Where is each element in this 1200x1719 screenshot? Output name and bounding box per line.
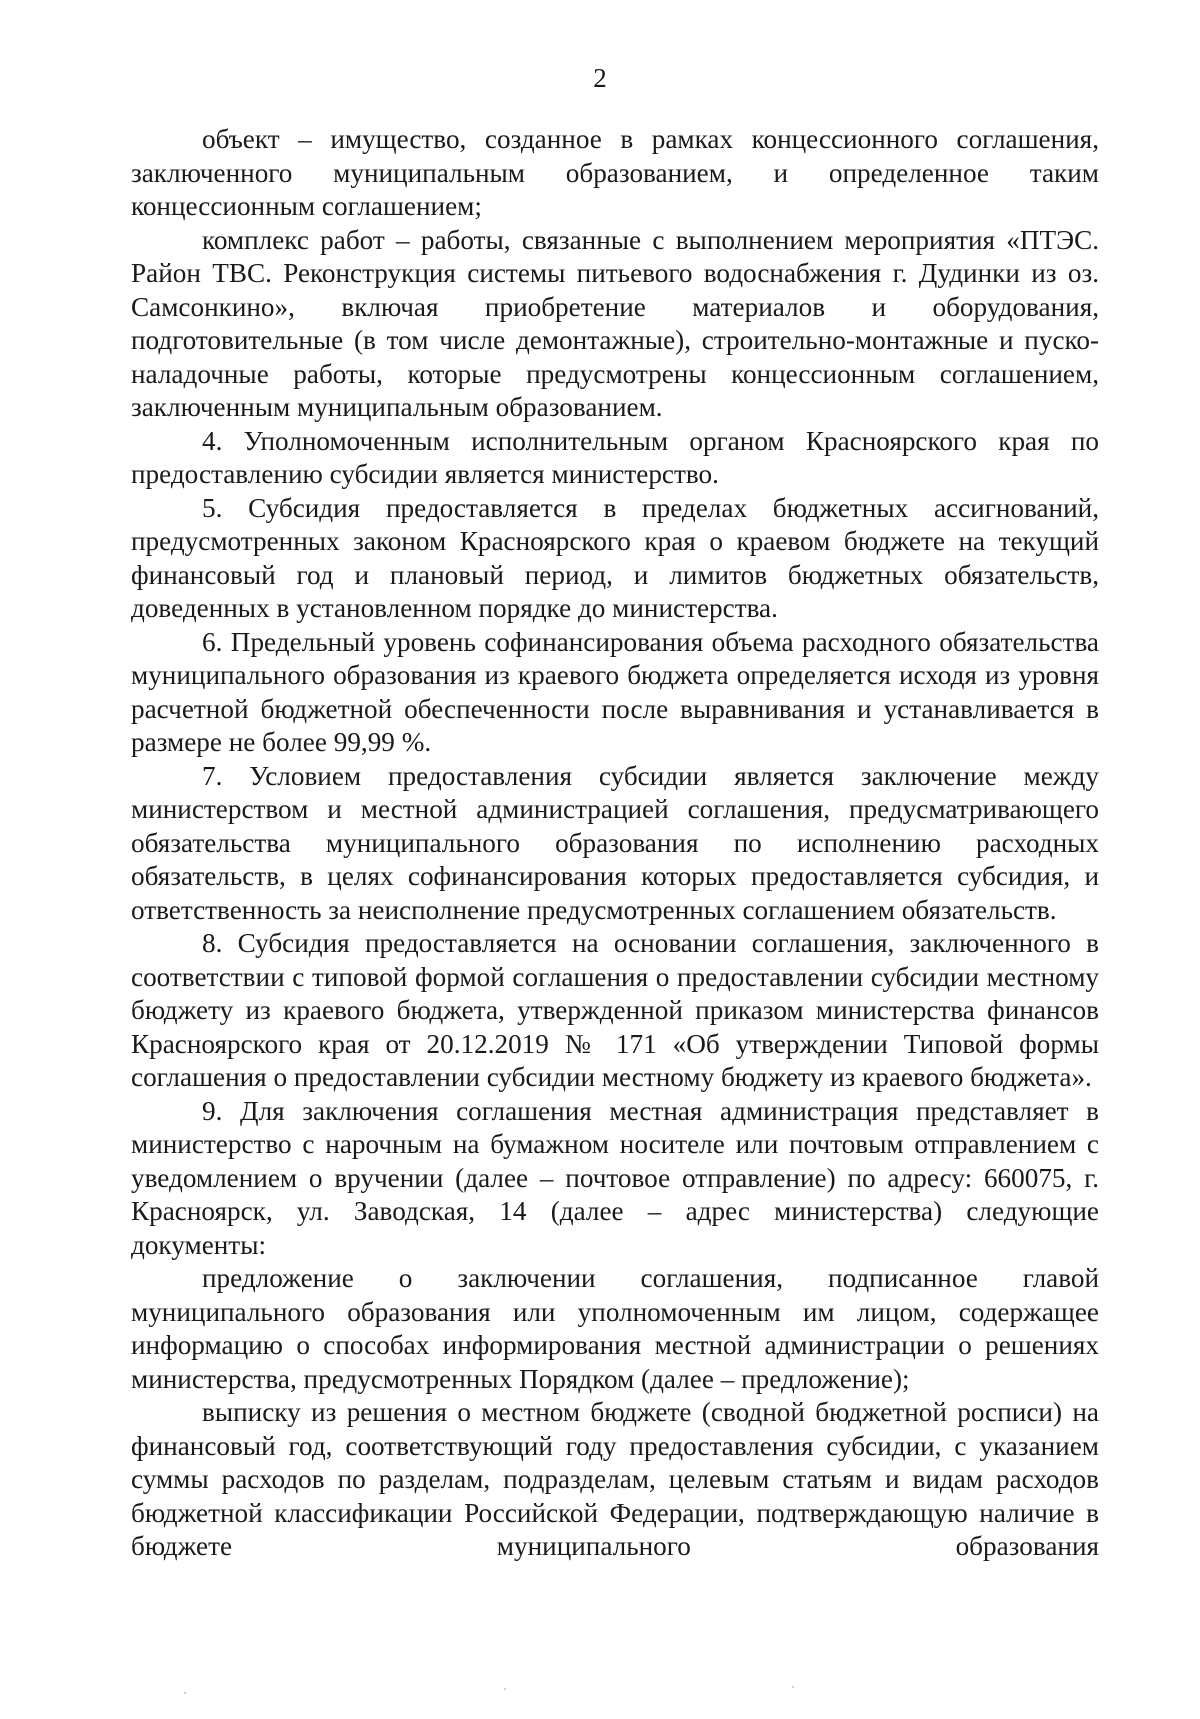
document-body xyxy=(131,123,1099,1564)
paragraph-item-9: 9. Для заключения соглашения местная администрация представляет в министерство с нарочным на бумажном носителе или почтовым отправлением с уведомлением о вручении (далее – почтовое отправление) по адресу: 660075, г. Красноярск, ул. Заводская, 14 (далее – адрес министерства) следующие документы: xyxy=(131,1095,1099,1260)
page-number: 2 xyxy=(593,63,607,93)
paragraph-item-5: 5. Субсидия предоставляется в пределах бюджетных ассигнований, предусмотренных законом Красноярского края о краевом бюджете на текущий финансовый год и плановый период, и лимитов бюджетных обязательств, доведенных в установленном порядке до министерства. xyxy=(131,492,1099,623)
scan-speck xyxy=(504,1688,506,1690)
paragraph-works-definition: комплекс работ – работы, связанные с выполнением мероприятия «ПТЭС. Район ТВС. Реконструкция системы питьевого водоснабжения г. Дудинки из оз. Самсонкино», включая приобретение материалов и оборудования, подготовительные (в том числе демонтажные), строительно-монтажные и пуско-наладочные работы, которые предусмотрены концессионным соглашением, заключенным муниципальным образованием. xyxy=(131,224,1099,422)
paragraph-item-4: 4. Уполномоченным исполнительным органом Красноярского края по предоставлению субсидии является министерство. xyxy=(131,425,1099,489)
paragraph-proposal-document: предложение о заключении соглашения, подписанное главой муниципального образования или уполномоченным им лицом, содержащее информацию о способах информирования местной администрации о решениях министерства, предусмотренных Порядком (далее – предложение); xyxy=(131,1263,1099,1394)
scan-speck xyxy=(792,1686,794,1688)
paragraph-item-8: 8. Субсидия предоставляется на основании соглашения, заключенного в соответствии с типовой формой соглашения о предоставлении субсидии местному бюджету из краевого бюджета, утвержденной приказом министерства финансов Красноярского края от 20.12.2019 № 171 «Об утверждении Типовой формы соглашения о предоставлении субсидии местному бюджету из краевого бюджета». xyxy=(131,928,1099,1092)
paragraph-object-definition: объект – имущество, созданное в рамках концессионного соглашения, заключенного муниципальным образованием, и определенное таким концессионным соглашением; xyxy=(131,124,1099,221)
paragraph-item-7: 7. Условием предоставления субсидии является заключение между министерством и местной администрацией соглашения, предусматривающего обязательства муниципального образования по исполнению расходных обязательств, в целях софинансирования которых предоставляется субсидия, и ответственность за неисполнение предусмотренных соглашением обязательств. xyxy=(131,760,1099,925)
paragraph-budget-extract-document: выписку из решения о местном бюджете (сводной бюджетной росписи) на финансовый год, соответствующий году предоставления субсидии, с указанием суммы расходов по разделам, подразделам, целевым статьям и видам расходов бюджетной классификации Российской Федерации, подтверждающую наличие в бюджете муниципального образования xyxy=(131,1397,1099,1561)
scan-artifact-dots xyxy=(0,1679,1200,1719)
scan-speck xyxy=(184,1692,186,1694)
paragraph-item-6: 6. Предельный уровень софинансирования объема расходного обязательства муниципального образования из краевого бюджета определяется исходя из уровня расчетной бюджетной обеспеченности после выравнивания и устанавливается в размере не более 99,99 %. xyxy=(131,626,1099,757)
